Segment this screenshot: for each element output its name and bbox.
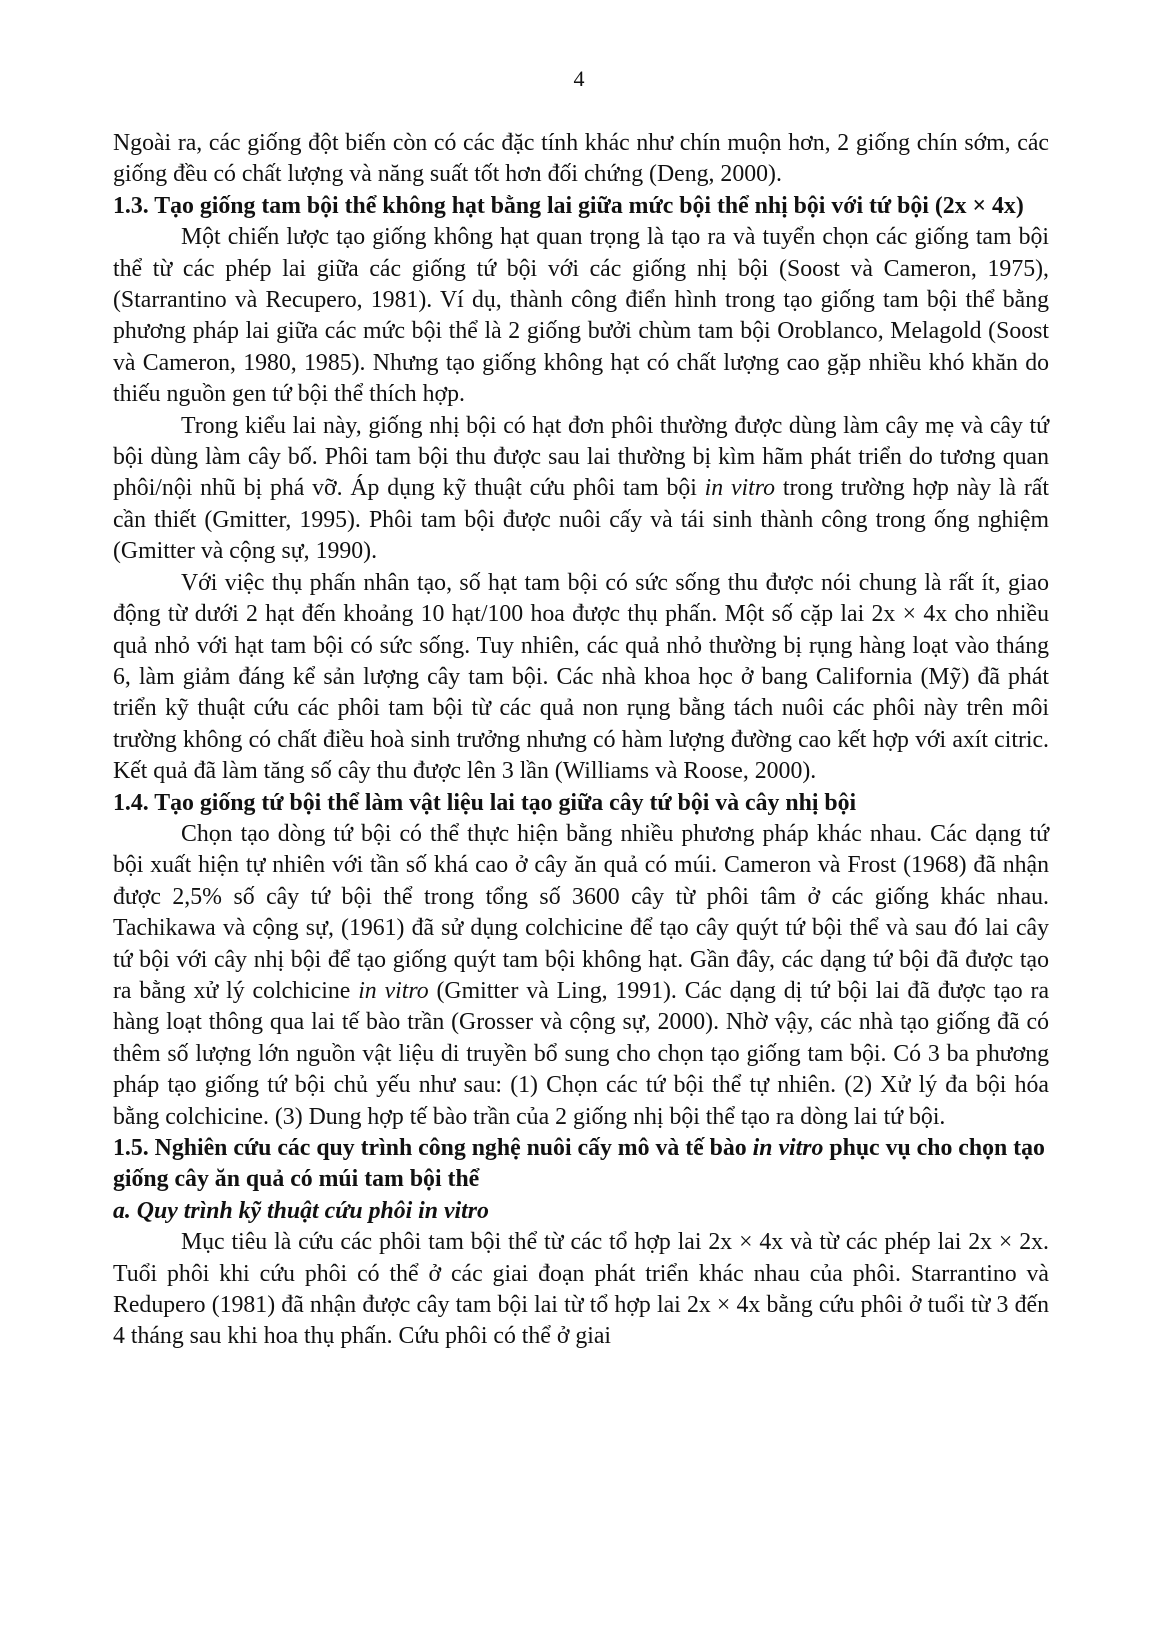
- text-run: phục vụ cho chọn tạo giống cây ăn quả có múi tam bội thể: [113, 1135, 1045, 1193]
- italic-term: in vitro: [358, 977, 429, 1004]
- heading-1-4: 1.4. Tạo giống tứ bội thể làm vật liệu lai tạo giữa cây tứ bội và cây nhị bội: [113, 789, 857, 816]
- paragraph-seedless-strategy: Một chiến lược tạo giống không hạt quan trọng là tạo ra và tuyển chọn các giống tam bội thể từ các phép lai giữa các giống tứ bội với các giống nhị bội (Soost và Cameron, 1975), (Starrantino và Recupero, 1981). Ví dụ, thành công điển hình trong tạo giống tam bội thể bằng phương pháp lai giữa các mức bội thể là 2 giống bưởi chùm tam bội Oroblanco, Melagold (Soost và Cameron, 1980, 1985). Nhưng tạo giống không hạt có chất lượng cao gặp nhiều khó khăn do thiếu nguồn gen tứ bội thể thích hợp.: [113, 224, 1049, 408]
- paragraph-intro: Ngoài ra, các giống đột biến còn có các đặc tính khác như chín muộn hơn, 2 giống chín sớm, các giống đều có chất lượng và năng suất tốt hơn đối chứng (Deng, 2000).: [113, 130, 1049, 188]
- heading-1-3: 1.3. Tạo giống tam bội thể không hạt bằng lai giữa mức bội thể nhị bội với tứ bội (2x × 4x): [113, 192, 1024, 219]
- text-run: 1.5. Nghiên cứu các quy trình công nghệ nuôi cấy mô và tế bào: [113, 1135, 753, 1161]
- italic-term: in vitro: [704, 475, 776, 502]
- text-run: Trong kiểu lai này, giống nhị bội có hạt đơn phôi thường được dùng làm cây mẹ và cây tứ bội dùng làm cây bố. Phôi tam bội thu được sau lai thường bị kìm hãm phát triển do tương quan phôi/nội nhũ bị phá vỡ. Áp dụng kỹ thuật cứu phôi tam bội: [113, 412, 1049, 502]
- page-body: [113, 128, 1049, 1353]
- italic-term: in vitro: [752, 1135, 824, 1161]
- paragraph-pollination: Với việc thụ phấn nhân tạo, số hạt tam bội có sức sống thu được nói chung là rất ít, giao động từ dưới 2 hạt đến khoảng 10 hạt/100 hoa được thụ phấn. Một số cặp lai 2x × 4x cho nhiều quả nhỏ với hạt tam bội có sức sống. Tuy nhiên, các quả nhỏ thường bị rụng hàng loạt vào tháng 6, làm giảm đáng kể sản lượng cây tam bội. Các nhà khoa học ở bang California (Mỹ) đã phát triển kỹ thuật cứu các phôi tam bội từ các quả non rụng bằng tách nuôi các phôi này trên môi trường không có chất điều hoà sinh trưởng nhưng có hàm lượng đường cao kết hợp với axít citric. Kết quả đã làm tăng số cây thu được lên 3 lần (Williams và Roose, 2000).: [113, 569, 1049, 785]
- paragraph-cross-type: [113, 411, 1049, 568]
- paragraph-tetraploid: [113, 819, 1049, 1133]
- text-run: (Gmitter và Ling, 1991). Các dạng dị tứ bội lai đã được tạo ra hàng loạt thông qua lai tế bào trần (Grosser và cộng sự, 2000). Nhờ vậy, các nhà tạo giống đã có thêm số lượng lớn nguồn vật liệu di truyền bổ sung cho chọn tạo giống tam bội. Có 3 ba phương pháp tạo giống tứ bội chủ yếu như sau: (1) Chọn các tứ bội thể tự nhiên. (2) Xử lý đa bội hóa bằng colchicine. (3) Dung hợp tế bào trần của 2 giống nhị bội thể tạo ra dòng lai tứ bội.: [113, 977, 1050, 1130]
- text-run: trong trường hợp này là rất cần thiết (Gmitter, 1995). Phôi tam bội được nuôi cấy và tái sinh thành công trong ống nghiệm (Gmitter và cộng sự, 1990).: [113, 475, 1049, 565]
- page-number: 4: [573, 66, 585, 91]
- text-run: Chọn tạo dòng tứ bội có thể thực hiện bằng nhiều phương pháp khác nhau. Các dạng tứ bội xuất hiện tự nhiên với tần số khá cao ở cây ăn quả có múi. Cameron và Frost (1968) đã nhận được 2,5% số cây tứ bội thể trong tổng số 3600 cây từ phôi tâm ở các giống khác nhau. Tachikawa và cộng sự, (1961) đã sử dụng colchicine để tạo cây quýt tứ bội thể và sau đó lai cây tứ bội với cây nhị bội để tạo giống quýt tam bội không hạt. Gần đây, các dạng tứ bội đã được tạo ra bằng xử lý colchicine: [113, 820, 1049, 1004]
- heading-1-5: [113, 1133, 1049, 1196]
- subheading-a: a. Quy trình kỹ thuật cứu phôi in vitro: [113, 1197, 489, 1224]
- paragraph-embryo-rescue: Mục tiêu là cứu các phôi tam bội thể từ các tổ hợp lai 2x × 4x và từ các phép lai 2x × 2x. Tuổi phôi khi cứu phôi có thể ở các giai đoạn phát triển khác nhau của phôi. Starrantino và Redupero (1981) đã nhận được cây tam bội lai từ tổ hợp lai 2x × 4x bằng cứu phôi ở tuổi từ 3 đến 4 tháng sau khi hoa thụ phấn. Cứu phôi có thể ở giai: [113, 1229, 1049, 1350]
